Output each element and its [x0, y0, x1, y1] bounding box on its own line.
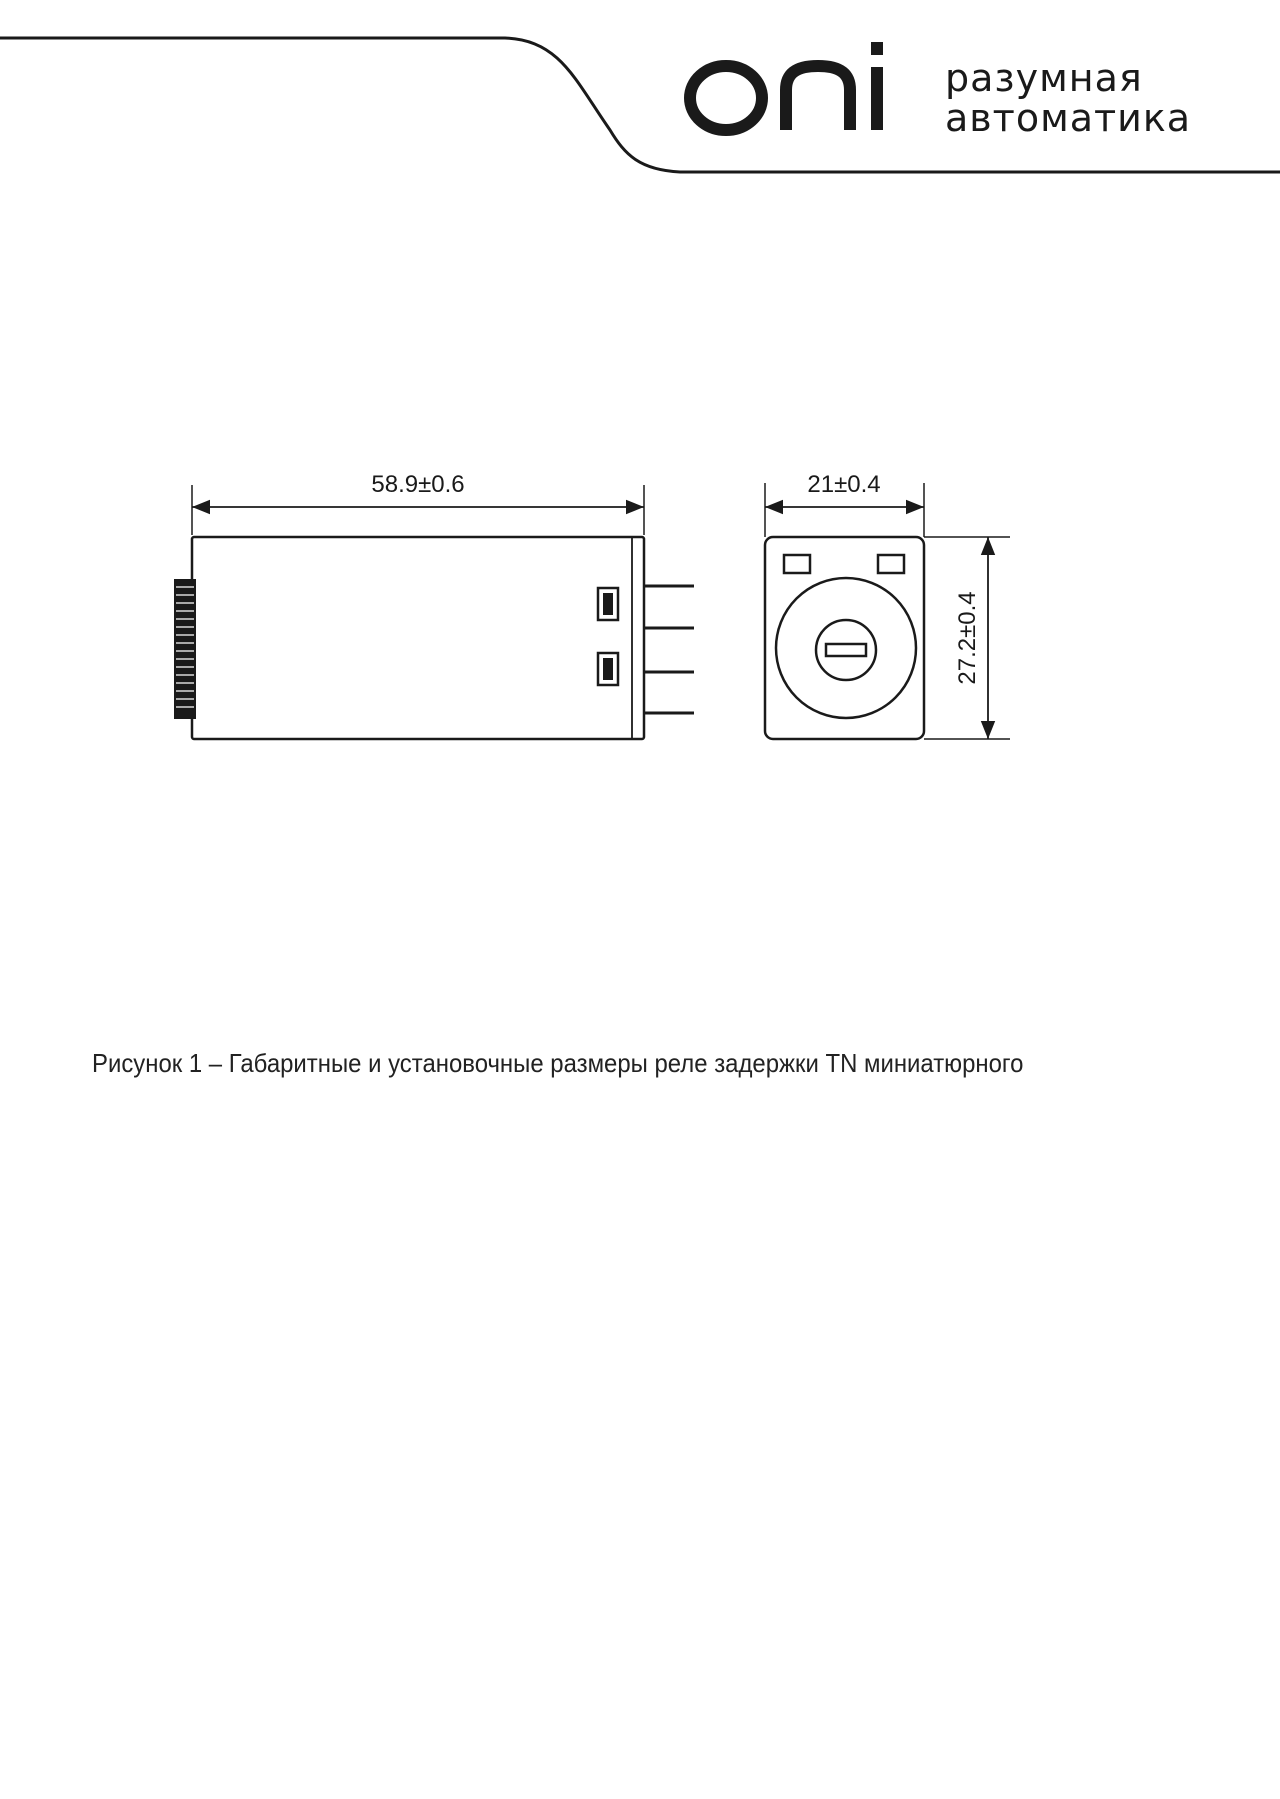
- width-dimension-label: 21±0.4: [807, 471, 881, 498]
- relay-dimension-figure: [0, 455, 1280, 775]
- oni-logo-mark: [678, 28, 893, 138]
- tagline-line-2: автоматика: [945, 96, 1192, 140]
- tagline-line-1: разумная: [945, 56, 1143, 100]
- page-header: [0, 0, 1280, 200]
- length-dimension-label: 58.9±0.6: [371, 471, 465, 498]
- brand-tagline: [945, 58, 1191, 138]
- height-dimension-label: 27.2±0.4: [954, 591, 981, 685]
- figure-caption: Рисунок 1 – Габаритные и установочные размеры реле задержки TN миниатюрного: [92, 1048, 1024, 1078]
- side-view: [174, 485, 694, 739]
- dimension-drawing: [0, 455, 1280, 775]
